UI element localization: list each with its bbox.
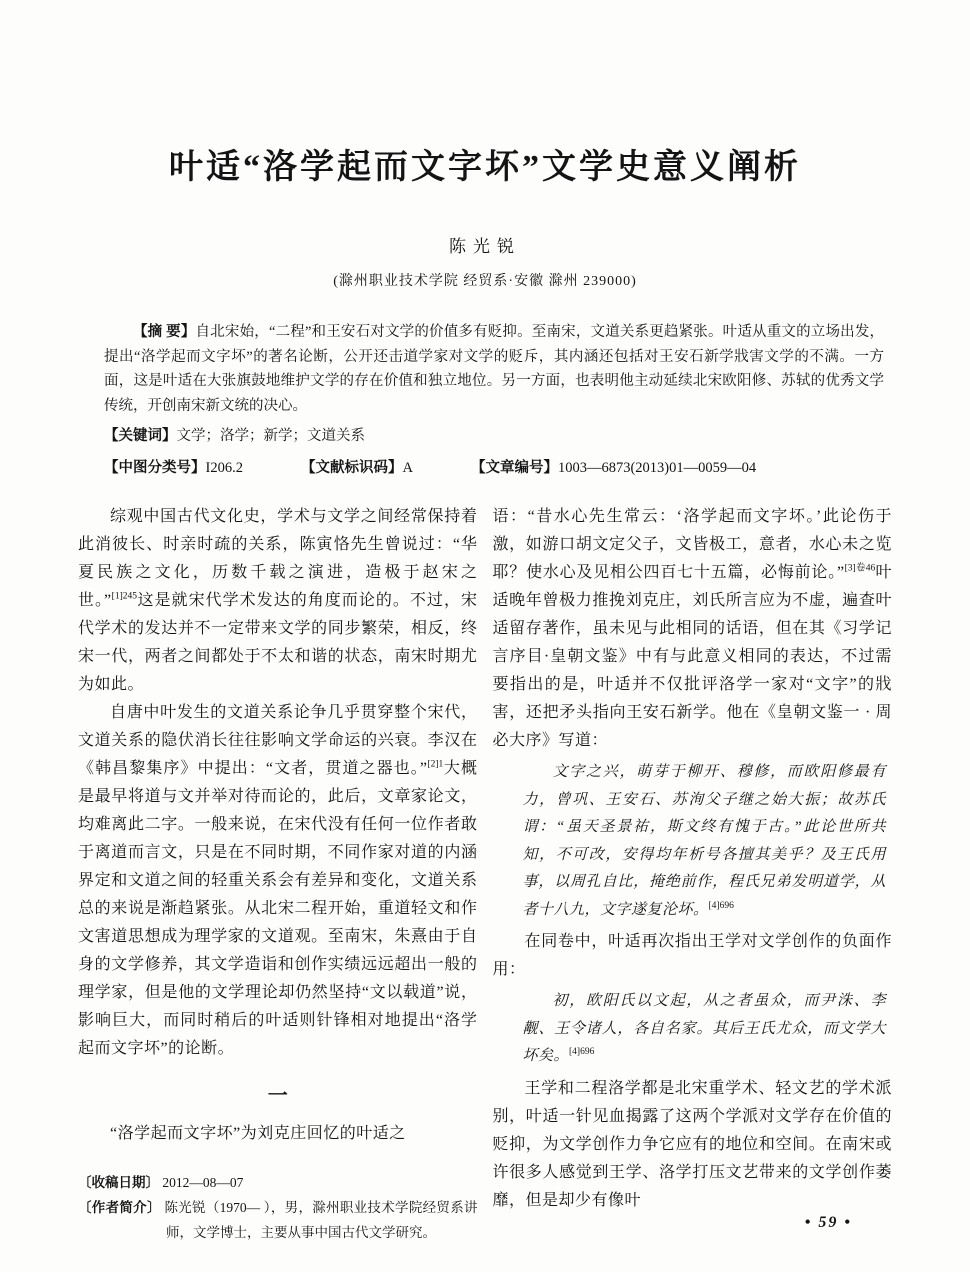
document-code-label: 【文献标识码】 xyxy=(300,460,403,476)
paragraph-text: 自唐中叶发生的文道关系论争几乎贯穿整个宋代，文道关系的隐伏消长往往影响文学命运的兴衰。李汉在《韩昌黎集序》中提出：“文者，贯道之器也。” xyxy=(78,704,478,777)
section-number: 一 xyxy=(267,1085,288,1107)
received-date-value: 2012—08—07 xyxy=(159,1175,244,1190)
abstract xyxy=(104,320,884,418)
author-bio-value: 陈光锐（1970— ），男，滁州职业技术学院经贸系讲师，文学博士，主要从事中国古代文学研究。 xyxy=(160,1200,478,1240)
block-quote xyxy=(523,759,887,924)
author-bio-note xyxy=(78,1195,478,1245)
clc-value: I206.2 xyxy=(205,460,243,476)
quote-text: 初，欧阳氏以文起，从之者虽众，而尹洙、李觏、王令诸人，各自名家。其后王氏尤众，而文学大坏矣。 xyxy=(522,993,886,1064)
keywords-label: 【关键词】 xyxy=(104,428,177,444)
citation-superscript: [2]1 xyxy=(427,759,444,770)
document-code-value: A xyxy=(402,460,413,476)
abstract-text: 自北宋始，“二程”和王安石对文学的价值多有贬抑。至南宋，文道关系更趋紧张。叶适从重文的立场出发，提出“洛学起而文字坏”的著名论断，公开还击道学家对文学的贬斥，其内涵还包括对王安石新学戕害文学的不满。一方面，这是叶适在大张旗鼓地维护文学的存在价值和独立地位。另一方面，也表明他主动延续北宋欧阳修、苏轼的优秀文学传统，开创南宋新文统的决心。 xyxy=(104,324,885,414)
article-number-label: 【文章编号】 xyxy=(470,460,558,476)
paragraph-text: 在同卷中，叶适再次指出王学对文学创作的负面作用： xyxy=(492,933,892,978)
body-columns xyxy=(78,503,892,1245)
paragraph-text: 叶适晚年曾极力推挽刘克庄，刘氏所言应为不虚，遍查叶适留存著作，虽未见与此相同的话语，但在其《习学记言序目·皇朝文鉴》中有与此意义相同的表达，不过需要指出的是，叶适并不仅批评洛学一家对“文字”的戕害，还把矛头指向王安石新学。他在《皇朝文鉴一 · 周必大序》写道： xyxy=(492,564,893,749)
footnotes xyxy=(78,1170,478,1245)
author-affiliation: (滁州职业技术学院 经贸系·安徽 滁州 239000) xyxy=(333,274,637,289)
paragraph-text: 这是就宋代学术发达的角度而论的。不过，宋代学术的发达并不一定带来文学的同步繁荣，相反，终宋一代，两者之间都处于不太和谐的状态，南宋时期尤为如此。 xyxy=(78,592,478,693)
citation-superscript: [1]245 xyxy=(111,591,137,602)
clc-number xyxy=(104,456,243,477)
right-column xyxy=(493,503,893,1245)
clc-label: 【中图分类号】 xyxy=(104,460,206,476)
received-date-note xyxy=(78,1170,478,1195)
citation-superscript: [4]696 xyxy=(708,900,734,911)
paragraph xyxy=(493,503,893,755)
paragraph xyxy=(78,503,478,699)
paragraph xyxy=(78,699,478,1063)
keywords-text: 文学；洛学；新学；文道关系 xyxy=(176,428,365,444)
paragraph xyxy=(493,928,893,984)
received-date-label: 〔收稿日期〕 xyxy=(78,1175,159,1190)
article-meta xyxy=(104,456,884,477)
author-name: 陈光锐 xyxy=(449,237,521,256)
paragraph-text: 语：“昔水心先生常云：‘洛学起而文字坏。’此论伤于激，如游口胡文定父子，文皆极工，意者，水心未之览耶？使水心及见相公四百七十五篇，必悔前论。” xyxy=(492,508,892,581)
citation-superscript: [3]卷46 xyxy=(844,563,876,574)
left-column xyxy=(78,503,478,1245)
paragraph-text: 大概是最早将道与文并举对待而论的，此后，文章家论文，均难离此二字。一般来说，在宋代没有任何一位作者敢于离道而言文，只是在不同时期，不同作家对道的内涵界定和文道之间的轻重关系会有差异和变化，文道关系总的来说是渐趋紧张。从北宋二程开始，重道轻文和作文害道思想成为理学家的文道观。至南宋，朱熹由于自身的文学修养，其文学造诣和创作实绩远远超出一般的理学家，但是他的文学理论却仍然坚持“文以载道”说，影响巨大，而同时稍后的叶适则针锋相对地提出“洛学起而文字坏”的论断。 xyxy=(78,760,478,1057)
author-bio-label: 〔作者简介〕 xyxy=(78,1200,161,1215)
quote-text: 文字之兴，萌芽于柳开、穆修，而欧阳修最有力，曾巩、王安石、苏洵父子继之始大振；故苏氏谓：“虽天圣景祐，斯文终有愧于古。”此论世所共知，不可改，安得均年析号各擅其美乎？及王氏用事，以周孔自比，掩绝前作，程氏兄弟发明道学，从者十八九，文字遂复沦坏。 xyxy=(522,764,886,918)
paragraph-text: “洛学起而文字坏”为刘克庄回忆的叶适之 xyxy=(110,1125,406,1142)
citation-superscript: [4]696 xyxy=(569,1047,595,1057)
document-code xyxy=(301,456,413,477)
paragraph-text: 王学和二程洛学都是北宋重学术、轻文艺的学术派别，叶适一针见血揭露了这两个学派对文学存在价值的贬抑，为文学创作力争它应有的地位和空间。在南宋或许很多人感觉到王学、洛学打压文艺带来的文学创作萎靡，但是却少有像叶 xyxy=(492,1079,892,1209)
block-quote xyxy=(523,988,887,1071)
abstract-label: 【摘 要】 xyxy=(133,324,196,340)
article-number xyxy=(471,456,756,477)
keywords xyxy=(104,424,884,448)
paragraph xyxy=(493,1075,893,1215)
paper-title: 叶适“洛学起而文字坏”文学史意义阐析 xyxy=(169,149,801,186)
page-number: • 59 • xyxy=(804,1214,852,1231)
paragraph xyxy=(78,1120,478,1148)
paragraph-text: 综观中国古代文化史，学术与文学之间经常保持着此消彼长、时亲时疏的关系，陈寅恪先生曾说过：“华夏民族之文化，历数千载之演进，造极于赵宋之世。” xyxy=(78,508,478,609)
article-number-value: 1003—6873(2013)01—0059—04 xyxy=(557,460,757,476)
